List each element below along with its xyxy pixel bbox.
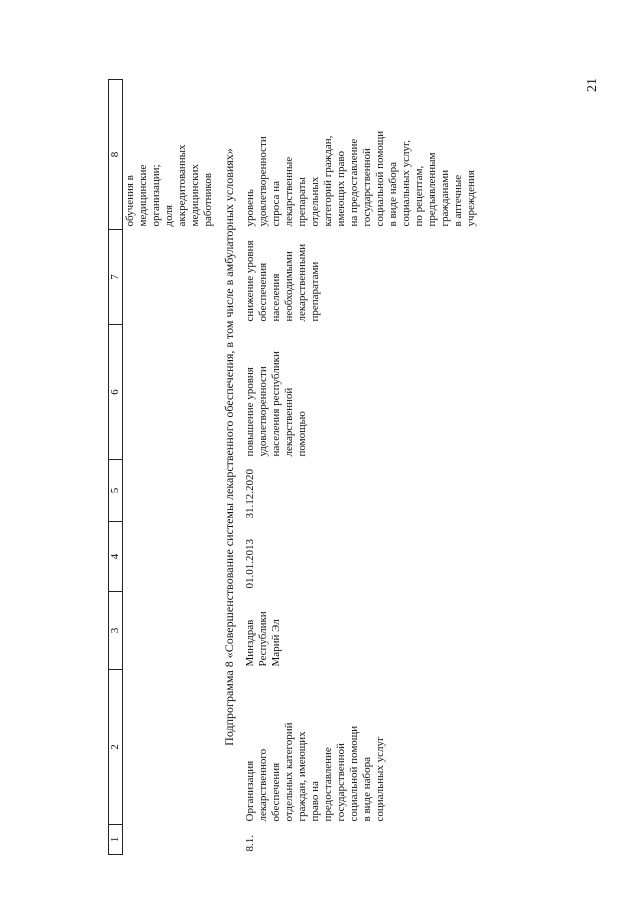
continuation-row bbox=[123, 80, 217, 855]
executor-cell: Минздрав Республики Марий Эл bbox=[244, 611, 282, 667]
page-number: 21 bbox=[585, 78, 600, 92]
column-header-8: 8 bbox=[109, 80, 123, 230]
subprogram-title: Подпрограмма 8 «Совершенствование системы лекарственного обеспечения, в том числе в амбулаторных условиях» bbox=[222, 148, 236, 746]
program-table bbox=[108, 79, 479, 855]
indicator-link-cell: уровень удовлетворенности спроса на лекарственные препараты отдельных категорий граждан, имеющих право на предоставление государственной социальной помощи в виде набора социальных услуг, по рецептам, предъявленным гражданами в аптечные учреждения bbox=[244, 130, 477, 227]
column-header-6: 6 bbox=[109, 325, 123, 460]
table-row bbox=[243, 80, 479, 855]
column-header-7: 7 bbox=[109, 230, 123, 325]
column-header-4: 4 bbox=[109, 522, 123, 592]
end-date-cell: 31.12.2020 bbox=[244, 469, 256, 519]
column-header-1: 1 bbox=[109, 825, 123, 855]
column-header-5: 5 bbox=[109, 460, 123, 522]
rotated-table-page bbox=[108, 80, 578, 855]
start-date-cell: 01.01.2013 bbox=[244, 539, 256, 589]
column-header-3: 3 bbox=[109, 592, 123, 670]
continuation-cell-col8: обучения в медицинские организации; доля аккредитованных медицинских работников bbox=[124, 144, 214, 227]
consequences-cell: снижение уровня обеспечения населения необходимыми лекарственными препаратами bbox=[244, 240, 321, 322]
subprogram-row bbox=[216, 80, 243, 855]
activity-name-cell: Организация лекарственного обеспечения отдельных категорий граждан, имеющих право на предоставление государственной социальной помощи в виде набора социальных услуг bbox=[244, 722, 386, 822]
expected-result-cell: повышение уровня удовлетворенности населения республики лекарственной помощью bbox=[244, 351, 308, 457]
column-number-row bbox=[109, 80, 123, 855]
column-header-2: 2 bbox=[109, 670, 123, 825]
row-number: 8.1. bbox=[244, 835, 256, 852]
